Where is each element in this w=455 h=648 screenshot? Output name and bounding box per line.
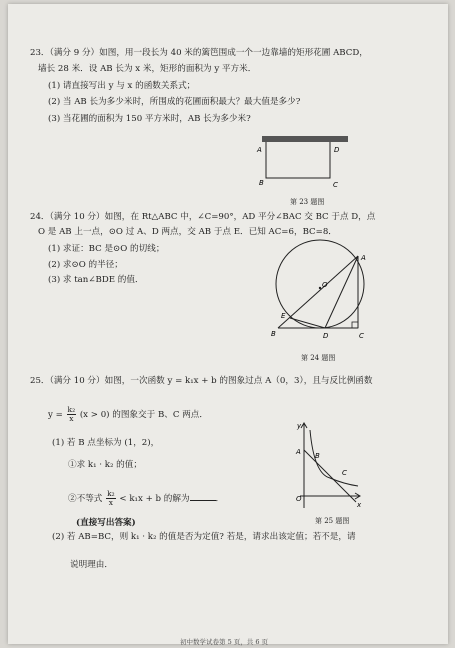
q25-label-c: C: [342, 469, 347, 477]
q25-sub1b-num: k₂: [107, 489, 115, 498]
q25-sub2b: 说明理由．: [70, 560, 113, 570]
q24-sub2: (2) 求⊙O 的半径；: [48, 260, 123, 270]
q25-fn-fraction: [67, 406, 77, 423]
q25-sub1b-post: < k₁x + b 的解为: [119, 494, 190, 504]
q24-label-o: O: [322, 281, 328, 289]
q24-center-dot: [319, 287, 321, 289]
q25-figure: [284, 418, 364, 514]
q24-label-d: D: [323, 332, 329, 340]
q25-header: 25．（满分 10 分）如图，一次函数 y = k₁x + b 的图象过点 A（0，3），且与反比例函数: [30, 376, 373, 386]
q24-label-b: B: [271, 330, 276, 338]
q24-circle: [276, 240, 364, 328]
q25-function: [48, 406, 208, 423]
q25-linear-graph: [304, 450, 356, 502]
q25-label-x: x: [357, 501, 362, 509]
q24-right-angle: [352, 322, 358, 328]
q25-sub1a: ①求 k₁ · k₂ 的值；: [68, 460, 142, 470]
q25-label-a: A: [296, 448, 301, 456]
q23-sub3: (3) 当花圃的面积为 150 平方米时，AB 长为多少米?: [48, 114, 251, 124]
q25-fn-tail: (x > 0) 的图象交于 B、C 两点．: [79, 410, 208, 420]
q24-line-ad: [325, 256, 358, 328]
q24-line-ab: [278, 256, 358, 328]
q23-label-c: C: [333, 181, 338, 189]
q23-sub1: (1) 请直接写出 y 与 x 的函数关系式；: [48, 81, 196, 91]
q24-sub3: (3) 求 tan∠BDE 的值．: [48, 275, 144, 285]
q25-sub1b-pre: ②不等式: [68, 494, 103, 504]
q24-figure: [270, 232, 380, 350]
q25-label-y: y: [297, 422, 302, 430]
q23-header: 23．（满分 9 分）如图，用一段长为 40 米的篱笆围成一个一边靠墙的矩形花圃 ABCD，: [30, 48, 368, 58]
q23-figure: [252, 128, 362, 198]
q23-label-b: B: [259, 179, 264, 187]
q25-caption: 第 25 题图: [315, 517, 350, 525]
q24-label-e: E: [281, 312, 286, 320]
q24-header: 24．（满分 10 分）如图，在 Rt△ABC 中，∠C=90°，AD 平分∠BAC 交 BC 于点 D，点: [30, 212, 376, 222]
q25-fn-y: y =: [48, 410, 63, 420]
q23-label-a: A: [257, 146, 262, 154]
q25-sub1b-den: x: [108, 498, 114, 507]
q25-fn-den: x: [69, 414, 74, 423]
q24-label-a: A: [361, 254, 366, 262]
q23-fence: [266, 142, 330, 178]
q25-sub1: (1) 若 B 点坐标为 (1，2)，: [52, 438, 160, 448]
q25-sub2: (2) 若 AB=BC，则 k₁ · k₂ 的值是否为定值? 若是，请求出该定值；若不是，请: [52, 532, 356, 542]
q23-wall: [262, 136, 348, 142]
q24-label-c: C: [359, 332, 364, 340]
q25-note: (直接写出答案): [76, 518, 136, 528]
exam-page: [8, 4, 448, 644]
q25-label-o: O: [296, 495, 302, 503]
q24-line2: O 是 AB 上一点，⊙O 过 A、D 两点，交 AB 于点 E．已知 AC=6，BC=8．: [38, 227, 337, 237]
q23-label-d: D: [334, 146, 340, 154]
q25-sub1b-end: ．: [215, 494, 225, 504]
q25-sub1b-fraction: [106, 490, 116, 507]
q25-sub1b: [68, 490, 224, 507]
q23-sub2: (2) 当 AB 长为多少米时，所围成的花圃面积最大？最大值是多少?: [48, 97, 301, 107]
q23-caption: 第 23 题图: [290, 198, 325, 206]
q24-caption: 第 24 题图: [301, 354, 336, 362]
q25-fn-num: k₂: [67, 405, 76, 414]
q25-label-b: B: [315, 452, 320, 460]
q23-line2: 墙长 28 米．设 AB 长为 x 米，矩形的面积为 y 平方米．: [38, 64, 257, 74]
page-footer: 初中数学试卷第 5 页，共 6 页: [180, 638, 269, 646]
q25-answer-blank: [190, 492, 216, 501]
q24-sub1: (1) 求证：BC 是⊙O 的切线；: [48, 244, 165, 254]
